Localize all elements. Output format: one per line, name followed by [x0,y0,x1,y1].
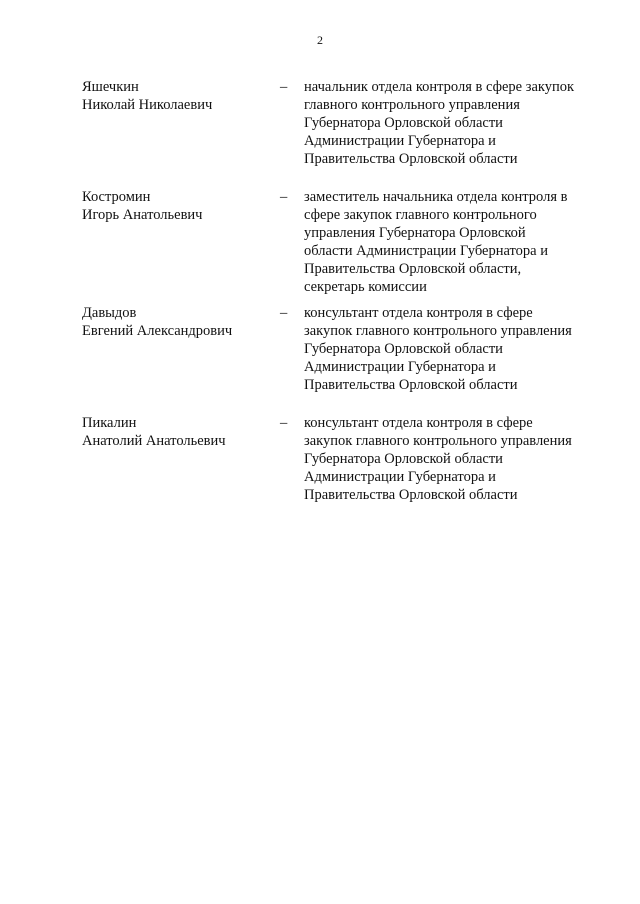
member-entry [82,78,602,188]
member-name [82,304,272,340]
role-line: секретарь комиссии [304,279,427,295]
role-line: заместитель начальника отдела контроля в [304,189,568,205]
member-surname: Яшечкин [82,79,139,95]
member-surname: Костромин [82,189,151,205]
separator-dash: – [280,189,288,205]
member-surname: Давыдов [82,305,137,321]
role-line: консультант отдела контроля в сфере [304,305,533,321]
role-line: области Администрации Губернатора и [304,243,548,259]
member-entry [82,304,602,414]
member-given-names: Анатолий Анатольевич [82,433,226,449]
role-line: Администрации Губернатора и [304,469,496,485]
member-given-names: Николай Николаевич [82,97,213,113]
separator-dash: – [280,79,288,95]
member-role [304,188,604,296]
member-surname: Пикалин [82,415,137,431]
member-role [304,78,604,168]
role-line: закупок главного контрольного управления [304,323,572,339]
role-line: Правительства Орловской области [304,377,518,393]
role-line: начальник отдела контроля в сфере закупок [304,79,575,95]
role-line: главного контрольного управления [304,97,520,113]
separator-dash: – [280,305,288,321]
member-name [82,78,272,114]
page-number: 2 [317,33,323,47]
member-role [304,304,604,394]
member-name [82,188,272,224]
member-given-names: Евгений Александрович [82,323,233,339]
role-line: Губернатора Орловской области [304,115,503,131]
commission-members-list [82,78,602,524]
role-line: сфере закупок главного контрольного [304,207,537,223]
member-entry [82,188,602,304]
role-line: Губернатора Орловской области [304,341,503,357]
role-line: консультант отдела контроля в сфере [304,415,533,431]
member-name [82,414,272,450]
member-role [304,414,604,504]
separator-dash: – [280,415,288,431]
role-line: Губернатора Орловской области [304,451,503,467]
role-line: закупок главного контрольного управления [304,433,572,449]
role-line: Правительства Орловской области, [304,261,522,277]
role-line: Администрации Губернатора и [304,359,496,375]
member-given-names: Игорь Анатольевич [82,207,203,223]
role-line: Правительства Орловской области [304,151,518,167]
role-line: управления Губернатора Орловской [304,225,526,241]
role-line: Правительства Орловской области [304,487,518,503]
member-entry [82,414,602,524]
role-line: Администрации Губернатора и [304,133,496,149]
